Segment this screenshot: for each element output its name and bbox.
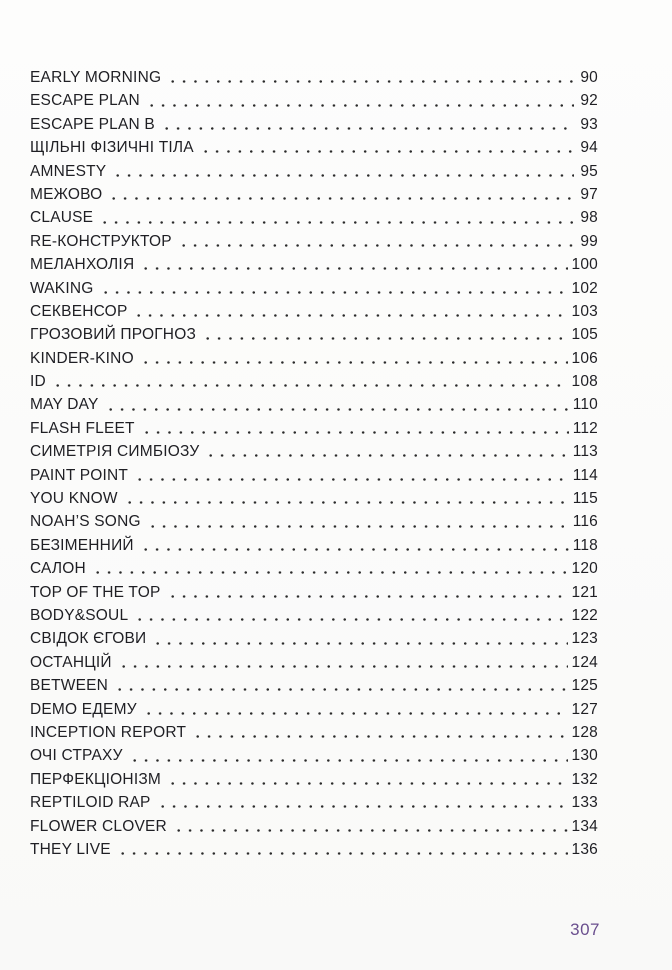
toc-entry-title: СВІДОК ЄГОВИ <box>30 630 147 648</box>
toc-entry-page: 136 <box>571 840 598 858</box>
toc-entry <box>30 698 598 721</box>
toc-entry-title: ESCAPE PLAN B <box>30 115 155 133</box>
toc-entry-title: REPTILOID RAP <box>30 794 151 812</box>
dot-leader <box>161 127 574 130</box>
toc-entry-page: 103 <box>571 302 598 320</box>
dot-leader <box>114 688 567 691</box>
toc-entry <box>30 136 598 159</box>
toc-entry-page: 132 <box>571 770 598 788</box>
toc-entry-page: 114 <box>572 466 598 484</box>
dot-leader <box>157 805 568 808</box>
toc-entry <box>30 534 598 557</box>
dot-leader <box>52 384 568 387</box>
toc-entry-page: 95 <box>580 162 598 180</box>
toc-entry-page: 122 <box>571 606 598 624</box>
toc-entry <box>30 510 598 533</box>
toc-entry-title: ОСТАНЦІЙ <box>30 653 112 671</box>
dot-leader <box>140 548 569 551</box>
toc-entry-title: NOAH’S SONG <box>30 513 141 531</box>
toc-entry-page: 92 <box>580 92 598 110</box>
toc-entry-page: 127 <box>571 700 598 718</box>
toc-entry-page: 113 <box>572 443 598 461</box>
toc-entry <box>30 370 598 393</box>
toc-entry-page: 120 <box>571 560 598 578</box>
toc-entry-title: FLASH FLEET <box>30 419 135 437</box>
dot-leader <box>134 478 569 481</box>
toc-entry-title: FLOWER CLOVER <box>30 817 167 835</box>
dot-leader <box>112 174 574 177</box>
toc-entry-title: BODY&SOUL <box>30 606 129 624</box>
dot-leader <box>129 759 568 762</box>
dot-leader <box>146 104 574 107</box>
toc-entry-page: 93 <box>580 115 598 133</box>
toc-entry <box>30 160 598 183</box>
dot-leader <box>133 314 567 317</box>
toc-entry-title: CLAUSE <box>30 209 94 227</box>
dot-leader <box>92 571 568 574</box>
toc-entry-title: MAY DAY <box>30 396 99 414</box>
dot-leader <box>99 221 574 224</box>
dot-leader <box>202 337 568 340</box>
toc-entry <box>30 277 598 300</box>
dot-leader <box>167 80 574 83</box>
dot-leader <box>173 829 568 832</box>
toc-entry-title: ГРОЗОВИЙ ПРОГНОЗ <box>30 326 197 344</box>
toc-entry-page: 108 <box>571 373 598 391</box>
dot-leader <box>100 291 568 294</box>
toc-entry <box>30 604 598 627</box>
toc-entry <box>30 464 598 487</box>
dot-leader <box>147 525 569 528</box>
toc-entry-page: 133 <box>571 794 598 812</box>
table-of-contents <box>30 66 598 861</box>
dot-leader <box>118 665 568 668</box>
toc-entry-page: 105 <box>571 326 598 344</box>
dot-leader <box>152 642 567 645</box>
toc-entry-title: СИМЕТРІЯ СИМБІОЗУ <box>30 443 200 461</box>
toc-entry <box>30 253 598 276</box>
toc-entry <box>30 417 598 440</box>
toc-entry-page: 128 <box>571 723 598 741</box>
toc-entry <box>30 791 598 814</box>
toc-entry-title: TOP OF THE TOP <box>30 583 161 601</box>
dot-leader <box>167 595 568 598</box>
toc-entry <box>30 627 598 650</box>
toc-entry-title: САЛОН <box>30 560 86 578</box>
toc-entry-title: INCEPTION REPORT <box>30 723 187 741</box>
toc-entry-title: DEMO ЕДЕМУ <box>30 700 137 718</box>
toc-entry-page: 124 <box>571 653 598 671</box>
dot-leader <box>143 712 568 715</box>
toc-entry-title: ID <box>30 373 46 391</box>
toc-entry-title: PAINT POINT <box>30 466 129 484</box>
toc-entry-title: ESCAPE PLAN <box>30 92 140 110</box>
toc-entry-title: BETWEEN <box>30 677 109 695</box>
toc-entry <box>30 323 598 346</box>
toc-entry-title: THEY LIVE <box>30 840 111 858</box>
toc-entry <box>30 300 598 323</box>
toc-entry <box>30 440 598 463</box>
toc-entry-title: ОЧІ СТРАХУ <box>30 747 123 765</box>
toc-entry-page: 118 <box>572 536 598 554</box>
toc-entry <box>30 206 598 229</box>
toc-entry <box>30 66 598 89</box>
toc-entry <box>30 557 598 580</box>
toc-entry-title: AMNESTY <box>30 162 107 180</box>
toc-entry-page: 130 <box>571 747 598 765</box>
dot-leader <box>167 782 568 785</box>
toc-entry-title: KINDER-KINO <box>30 349 134 367</box>
dot-leader <box>140 361 568 364</box>
toc-entry-title: БЕЗІМЕННИЙ <box>30 536 134 554</box>
dot-leader <box>141 431 569 434</box>
toc-entry <box>30 721 598 744</box>
page-number: 307 <box>570 920 600 939</box>
toc-entry-title: ЩІЛЬНІ ФІЗИЧНІ ТІЛА <box>30 139 194 157</box>
toc-entry-page: 121 <box>571 583 598 601</box>
toc-entry <box>30 651 598 674</box>
dot-leader <box>117 852 568 855</box>
toc-entry-title: RE-КОНСТРУКТОР <box>30 232 172 250</box>
toc-entry <box>30 815 598 838</box>
dot-leader <box>105 408 569 411</box>
dot-leader <box>108 197 574 200</box>
toc-entry-page: 100 <box>571 256 598 274</box>
toc-entry-title: ПЕРФЕКЦІОНІЗМ <box>30 770 161 788</box>
dot-leader <box>134 618 567 621</box>
dot-leader <box>140 267 567 270</box>
toc-entry <box>30 183 598 206</box>
toc-entry-page: 112 <box>572 419 598 437</box>
toc-entry <box>30 768 598 791</box>
toc-entry-page: 106 <box>571 349 598 367</box>
toc-entry-page: 102 <box>571 279 598 297</box>
toc-entry-page: 125 <box>571 677 598 695</box>
toc-entry-page: 115 <box>572 490 598 508</box>
toc-entry-page: 116 <box>572 513 598 531</box>
toc-entry <box>30 674 598 697</box>
toc-entry-page: 110 <box>572 396 598 414</box>
dot-leader <box>178 244 574 247</box>
toc-entry <box>30 230 598 253</box>
toc-entry <box>30 89 598 112</box>
toc-entry-page: 134 <box>571 817 598 835</box>
toc-entry-title: YOU KNOW <box>30 490 118 508</box>
toc-entry-title: EARLY MORNING <box>30 69 162 86</box>
dot-leader <box>200 150 574 153</box>
toc-entry-title: МЕЛАНХОЛІЯ <box>30 256 135 274</box>
toc-entry <box>30 744 598 767</box>
dot-leader <box>124 501 569 504</box>
toc-entry <box>30 581 598 604</box>
toc-entry-page: 94 <box>580 139 598 157</box>
toc-entry <box>30 487 598 510</box>
toc-entry-page: 90 <box>580 69 598 86</box>
dot-leader <box>205 454 568 457</box>
toc-entry-page: 97 <box>580 185 598 203</box>
toc-entry-title: WAKING <box>30 279 94 297</box>
toc-entry <box>30 838 598 861</box>
toc-entry <box>30 393 598 416</box>
toc-entry-title: МЕЖОВО <box>30 185 103 203</box>
toc-entry-page: 98 <box>580 209 598 227</box>
toc-entry-title: СЕКВЕНСОР <box>30 302 128 320</box>
toc-entry <box>30 113 598 136</box>
toc-entry-page: 99 <box>580 232 598 250</box>
toc-entry-page: 123 <box>571 630 598 648</box>
dot-leader <box>192 735 567 738</box>
toc-entry <box>30 347 598 370</box>
